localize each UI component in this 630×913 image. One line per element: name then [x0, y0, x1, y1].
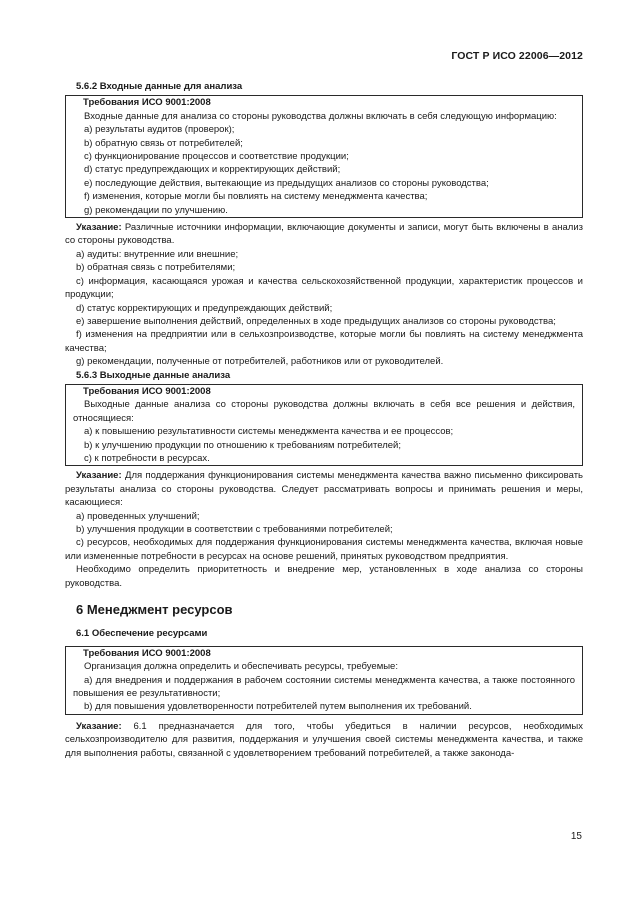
- guidance-label: Указание:: [76, 222, 122, 234]
- requirements-box-5-6-2: [65, 95, 583, 218]
- list-item: c) к потребности в ресурсах.: [84, 452, 210, 464]
- requirements-box-5-6-3: [65, 384, 583, 466]
- list-item: b) обратная связь с потребителями;: [76, 262, 236, 274]
- list-item: a) к повышению результативности системы менеджмента качества и ее процессов;: [84, 426, 454, 438]
- list-item: c) информация, касающаяся урожая и качества сельскохозяйственной продукции, характеристик процессов и продукции;: [65, 275, 583, 301]
- list-item: b) обратную связь от потребителей;: [84, 137, 243, 149]
- requirements-title: Требования ИСО 9001:2008: [83, 97, 211, 109]
- list-item: f) изменения на предприятии или в сельхозпроизводстве, которые могли бы повлиять на систему менеджмента качества;: [65, 329, 583, 354]
- list-item: a) аудиты: внутренние или внешние;: [76, 248, 239, 260]
- list-item: c) ресурсов, необходимых для поддержания функционирования системы менеджмента качества, включая новые или измененные потребности в ресурсах на основе решений, принятых руководством предприятия.: [65, 537, 583, 562]
- standard-header: ГОСТ Р ИСО 22006—2012: [451, 50, 583, 62]
- list-item: a) для внедрения и поддержания в рабочем состоянии системы менеджмента качества, а также постоянного повышения ее результативности;: [73, 674, 575, 700]
- section-heading-5-6-2: 5.6.2 Входные данные для анализа: [76, 81, 243, 92]
- list-item: e) последующие действия, вытекающие из предыдущих анализов со стороны руководства;: [84, 177, 489, 189]
- requirements-title: Требования ИСО 9001:2008: [83, 647, 211, 659]
- page-content: [65, 80, 583, 760]
- requirements-intro: Входные данные для анализа со стороны руководства должны включать в себя следующую информацию:: [84, 110, 557, 122]
- requirements-title: Требования ИСО 9001:2008: [83, 385, 211, 397]
- list-item: b) к улучшению продукции по отношению к требованиям потребителей;: [84, 439, 401, 451]
- list-item: d) статус корректирующих и предупреждающих действий;: [76, 302, 333, 314]
- guidance-paragraph: [65, 720, 583, 760]
- requirements-intro: Выходные данные анализа со стороны руководства должны включать в себя все решения и действия, относящиеся:: [73, 399, 575, 424]
- guidance-paragraph: [65, 469, 583, 509]
- chapter-heading-6: 6 Менеджмент ресурсов: [76, 602, 233, 618]
- guidance-paragraph: [65, 221, 583, 248]
- list-item: a) проведенных улучшений;: [76, 510, 200, 522]
- guidance-text: Для поддержания функционирования системы менеджмента качества важно письменно фиксировать результаты анализа со стороны руководства. Следует рассматривать вопросы и принимать решения и меры, касающиеся:: [65, 470, 583, 509]
- list-item: g) рекомендации по улучшению.: [84, 204, 228, 216]
- list-item: g) рекомендации, полученные от потребителей, работников или от руководителей.: [76, 356, 444, 368]
- guidance-label: Указание:: [76, 720, 122, 732]
- list-item: b) для повышения удовлетворенности потребителей путем выполнения их требований.: [84, 701, 472, 713]
- list-item: f) изменения, которые могли бы повлиять на систему менеджмента качества;: [84, 191, 428, 203]
- requirements-intro: Организация должна определить и обеспечивать ресурсы, требуемые:: [84, 661, 398, 673]
- list-item: a) результаты аудитов (проверок);: [84, 124, 235, 136]
- section-heading-5-6-3: 5.6.3 Выходные данные анализа: [76, 369, 231, 381]
- guidance-text: Различные источники информации, включающие документы и записи, могут быть включены в анализ со стороны руководства.: [65, 222, 583, 247]
- closing-paragraph: Необходимо определить приоритетность и внедрение мер, установленных в ходе анализа со стороны руководства.: [65, 564, 583, 589]
- guidance-text: 6.1 предназначается для того, чтобы убедиться в наличии ресурсов, необходимых сельхозпроизводителю для развития, поддержания и улучшения своей системы менеджмента качества, и также для выполнения работы, связанной с удовлетворением требований потребителей, а также законода-: [65, 720, 583, 759]
- list-item: e) завершение выполнения действий, определенных в ходе предыдущих анализов со стороны руководства;: [76, 315, 556, 327]
- guidance-label: Указание:: [76, 470, 122, 482]
- requirements-box-6-1: [65, 646, 583, 715]
- list-item: b) улучшения продукции в соответствии с требованиями потребителей;: [76, 524, 393, 535]
- page-number: 15: [570, 831, 582, 842]
- list-item: d) статус предупреждающих и корректирующих действий;: [84, 164, 341, 176]
- section-heading-6-1: 6.1 Обеспечение ресурсами: [76, 628, 208, 640]
- list-item: c) функционирование процессов и соответствие продукции;: [84, 151, 349, 163]
